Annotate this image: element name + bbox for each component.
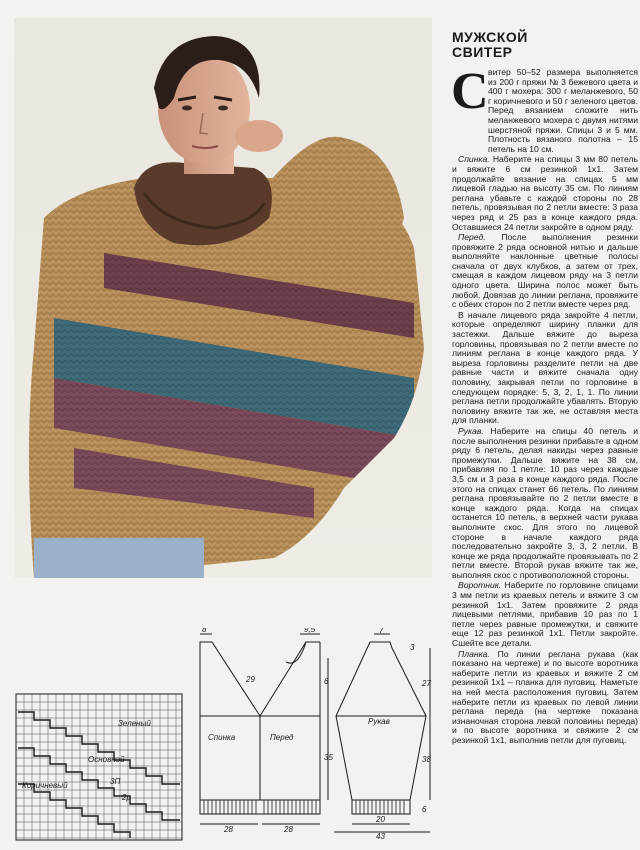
article-body: [451, 63, 638, 848]
sleeve-pattern-svg: [330, 628, 436, 840]
paragraph-placket: Планка. По линии реглана рукава (как показано на чертеже) и по высоте воротника наберите петли из краевых и вяжите 2 см резинкой 1х1 – планка для пуговиц. Наметьте на ней места расположения пуговиц. Затем наберите петли из краевых по левой линии реглана переда (на чертеже показана изнаночная сторона левой половины переда) и по высоте воротника и свяжите 2 см резинкой 1х1, выполнив петли для пуговиц.: [452, 648, 638, 745]
paragraph-sleeve: Рукав. Наберите на спицы 40 петель и после выполнения резинки прибавьте в одном ряду 6 петель, делая накиды через равные промежутки. Дальше вяжите на 38 см, прибавляя по 1 петле: 10 раз через каждые 3,5 см и 3 раза в конце каждого ряда. После этого на спицах станет 66 петель. По линиям реглана провязывайте по 2 петли вместе в конце каждого ряда. Когда на спицах останется 10 петель, в верхней части рукава выполните скос. Для этого по лицевой стороне в начале каждого ряда последовательно закройте 3, 3, 2 петли. В конце же ряда продолжайте провязывать по 2 петли вместе. Второй рукав вяжите так же, выполняя скос с противоположной стороны.: [452, 425, 638, 580]
dim-28-right: 28: [284, 825, 293, 833]
label-brown: Коричневый: [22, 781, 68, 790]
drop-cap: С: [451, 63, 489, 120]
dim-sleeve-43: 43: [376, 832, 385, 840]
dim-28-left: 28: [224, 825, 233, 833]
stripe-chart: [14, 692, 184, 842]
title-line-1: МУЖСКОЙ: [452, 29, 528, 45]
label-back: Спинка: [208, 733, 236, 742]
paragraph-front: Перед. После выполнения резинки провяжите 2 ряда основной нитью и дальше выполняйте наклонные цветные полосы сначала от двух клубков, а затем от трех, смещая в каждом лицевом ряду на 3 петли одного цвета. Ширина полос может быть любой. Довязав до линии реглана, провяжите с обеих сторон по 2 петли вместе через ряд.: [452, 232, 638, 310]
dim-sleeve-27: 27: [422, 679, 431, 688]
dim-sleeve-6: 6: [422, 805, 427, 814]
paragraph-front-2: В начале лицевого ряда закройте 4 петли, которые определяют ширину планки для застежки. Дальше вяжите до выреза горловины, провязывая по 2 петли вместе по линиям реглана в конце каждого ряда. У выреза горловины разделите петли на две равные части и вяжите сначала одну половину, закрывая петли по горловине в следующем порядке: 5, 3, 2, 1, 1. По линии реглана петли продолжайте убавлять. Вторую половину вяжите так же, не оставляя места для планки.: [452, 309, 638, 426]
label-3p: 3П: [110, 777, 121, 786]
label-green: Зеленый: [118, 719, 151, 728]
article-title: [452, 30, 632, 60]
sweater-photo: [14, 18, 432, 578]
dim-29: 29: [246, 675, 255, 684]
label-sleeve: Рукав: [368, 717, 390, 726]
dim-sleeve-20: 20: [376, 815, 385, 824]
back-front-pattern: [190, 628, 335, 833]
sleeve-pattern: [330, 628, 436, 840]
back-front-pattern-svg: [190, 628, 335, 833]
paragraph-back: Спинка. Наберите на спицы 3 мм 80 петель и вяжите 6 см резинкой 1х1. Затем продолжайте вязание на спицах 5 мм лицевой гладью на высоту 35 см. По линиям реглана убавьте с каждой стороны по 28 петель, провязывая по 2 петли вместе: 3 раза через ряд и 25 раз в конце каждого ряда. Оставшиеся 24 петли закройте в одном ряду.: [452, 154, 638, 232]
dim-sleeve-3: 3: [410, 643, 415, 652]
dim-9-5: 9,5: [304, 628, 316, 634]
dim-sleeve-7: 7: [379, 628, 384, 635]
sweater-illustration: [14, 18, 432, 578]
dim-8: 8: [202, 628, 207, 634]
label-front: Перед: [270, 733, 294, 742]
label-main: Основной: [88, 755, 125, 764]
stripe-chart-grid: [14, 692, 184, 842]
dim-sleeve-38: 38: [422, 755, 431, 764]
label-2r: 2р: [122, 793, 131, 802]
paragraph-collar: Воротник. Наберите по горловине спицами 3 мм петли из краевых петель и вяжите 3 см резинкой 1х1. Затем провяжите 2 ряда лицевыми петлями, прибавив 10 раз по 1 петле через равные промежутки, и свяжите еще 12 раз резинкой 1х1. Петли закройте. Сшейте все детали.: [452, 580, 638, 649]
paragraph-intro: витер 50–52 размера выполняется из 200 г пряжи № 3 бежевого цвета и 400 г мохера: 300 г меланжевого, 50 г коричневого и 50 г зеленого цветов. Перед вязанием сложите нить меланжевого мохера с двумя нитями шерстяной пряжи. Спицы 3 и 5 мм. Плотность вязаного полотна – 15 петель на 10 см.: [488, 68, 638, 154]
title-line-2: СВИТЕР: [452, 44, 513, 60]
dim-6: 6: [324, 677, 329, 686]
dim-35: 35: [324, 753, 333, 762]
